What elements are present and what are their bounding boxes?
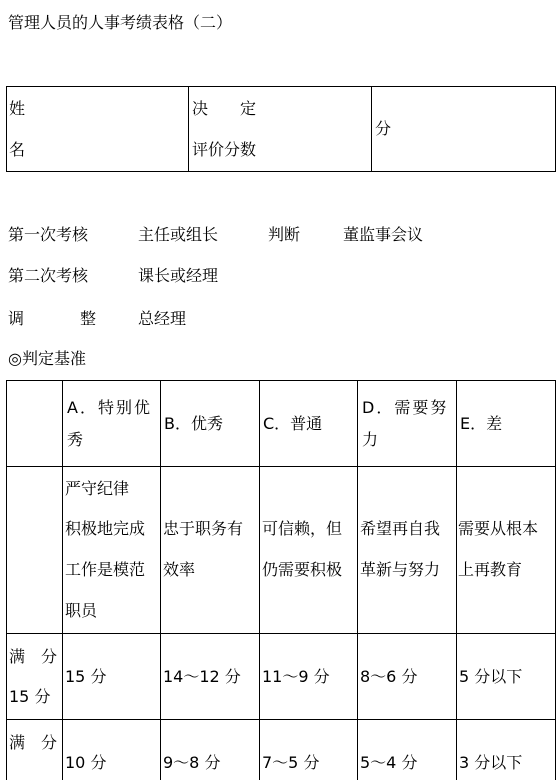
score-cell: 9～8 分 (163, 753, 221, 772)
score-cell: 11～9 分 (262, 667, 330, 686)
desc-d-line: 革新与努力 (360, 560, 441, 579)
desc-a-line: 工作是模范 (65, 560, 146, 579)
desc-b-line: 效率 (163, 560, 196, 579)
score-cell: 7～5 分 (262, 753, 320, 772)
second-review-by: 课长或经理 (138, 266, 219, 285)
judge-label: 判断 (268, 225, 301, 244)
desc-d-line: 希望再自我 (360, 519, 441, 538)
header-c: C．普通 (263, 414, 323, 433)
row-label: 15 分 (9, 687, 51, 706)
score-cell: 3 分以下 (459, 753, 523, 772)
row-label: 满 分 (9, 733, 58, 752)
score-cell: 14～12 分 (163, 667, 241, 686)
first-review-by: 主任或组长 (138, 225, 219, 244)
info-table (6, 86, 556, 172)
desc-a-line: 职员 (65, 601, 98, 620)
board-label: 董监事会议 (343, 225, 424, 244)
desc-a-line: 积极地完成 (65, 519, 146, 538)
desc-a-line: 严守纪律 (65, 479, 130, 498)
adjust-label: 整 (80, 309, 97, 328)
name-label: 名 (9, 140, 26, 159)
header-b: B．优秀 (164, 414, 223, 433)
first-review-label: 第一次考核 (8, 225, 89, 244)
adjust-by: 总经理 (138, 309, 187, 328)
page-title: 管理人员的人事考绩表格（二） (8, 13, 233, 32)
header-a: A．特别优秀 (67, 398, 152, 449)
row-label: 满 分 (9, 647, 58, 666)
score-cell: 8～6 分 (360, 667, 418, 686)
desc-e-line: 上再教育 (458, 560, 523, 579)
adjust-label: 调 (8, 309, 25, 328)
score-cell: 10 分 (65, 753, 107, 772)
decision-label: 决 定 (192, 99, 257, 118)
desc-c-line: 仍需要积极 (262, 560, 343, 579)
decision-label: 评价分数 (192, 140, 257, 159)
desc-b-line: 忠于职务有 (163, 519, 244, 538)
name-label: 姓 (9, 99, 26, 118)
desc-e-line: 需要从根本 (458, 519, 539, 538)
score-cell: 5 分以下 (459, 667, 523, 686)
score-cell: 5～4 分 (360, 753, 418, 772)
score-unit: 分 (375, 119, 392, 138)
desc-c-line: 可信赖，但 (262, 519, 343, 538)
score-cell: 15 分 (65, 667, 107, 686)
header-d: D．需要努力 (362, 398, 449, 449)
second-review-label: 第二次考核 (8, 266, 89, 285)
header-e: E．差 (460, 414, 503, 433)
criteria-heading: ◎判定基准 (8, 349, 86, 368)
